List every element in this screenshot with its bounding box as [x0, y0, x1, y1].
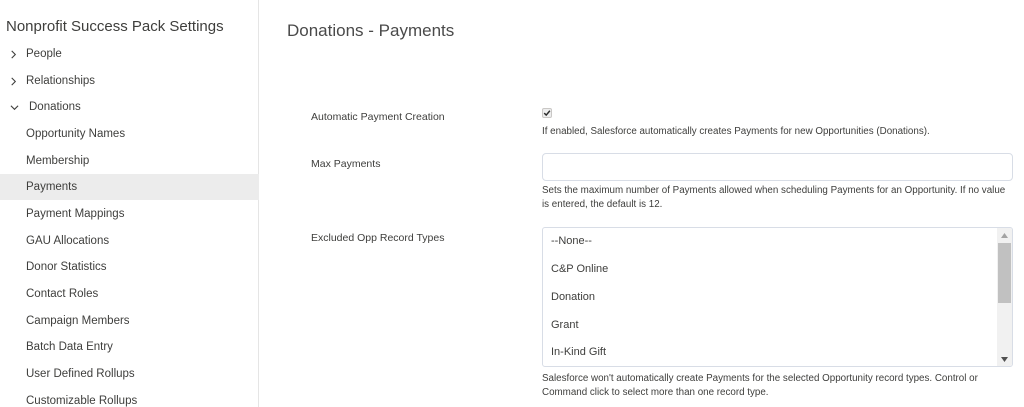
- excluded-opp-record-types-help: Salesforce won't automatically create Payments for the selected Opportunity record types. Control or Command click to select more than one record type.: [542, 373, 978, 398]
- sidebar-item-label: Batch Data Entry: [26, 341, 113, 353]
- listbox-option-cp-online[interactable]: C&P Online: [551, 263, 609, 275]
- sidebar-item-donor-statistics[interactable]: [0, 254, 259, 280]
- sidebar-item-membership[interactable]: [0, 148, 259, 174]
- sidebar-item-user-defined-rollups[interactable]: [0, 361, 259, 387]
- sidebar-item-campaign-members[interactable]: [0, 308, 259, 334]
- chevron-right-icon: [8, 49, 18, 59]
- chevron-right-icon: [8, 76, 18, 86]
- sidebar-item-opportunity-names[interactable]: [0, 121, 259, 147]
- sidebar-item-contact-roles[interactable]: [0, 281, 259, 307]
- chevron-down-icon: [9, 102, 19, 112]
- sidebar-item-label: Donor Statistics: [26, 261, 107, 273]
- listbox-option-donation[interactable]: Donation: [551, 291, 596, 303]
- sidebar-item-label: User Defined Rollups: [26, 368, 135, 380]
- sidebar-item-payments[interactable]: [0, 174, 259, 200]
- listbox-option-grant[interactable]: Grant: [551, 319, 579, 331]
- sidebar-item-label: Opportunity Names: [26, 128, 126, 140]
- max-payments-input[interactable]: [542, 153, 1013, 181]
- settings-main-panel: [260, 0, 1024, 407]
- sidebar-item-label: Campaign Members: [26, 315, 130, 327]
- automatic-payment-creation-checkbox[interactable]: [542, 108, 552, 118]
- sidebar-item-label: Membership: [26, 155, 90, 167]
- listbox-option-in-kind-gift[interactable]: In-Kind Gift: [551, 346, 607, 358]
- sidebar-item-label: Relationships: [26, 75, 96, 87]
- sidebar-item-label: Payment Mappings: [26, 208, 125, 220]
- excluded-opp-record-types-label: Excluded Opp Record Types: [311, 232, 445, 244]
- sidebar-title: Nonprofit Success Pack Settings: [6, 18, 224, 35]
- sidebar-item-relationships[interactable]: [0, 68, 259, 94]
- sidebar-item-label: GAU Allocations: [26, 235, 110, 247]
- scroll-down-arrow-icon[interactable]: [997, 352, 1012, 366]
- scroll-thumb[interactable]: [998, 243, 1011, 303]
- scroll-up-arrow-icon[interactable]: [997, 228, 1012, 242]
- listbox-option-none[interactable]: --None--: [551, 235, 592, 247]
- sidebar-item-donations[interactable]: [0, 94, 259, 120]
- sidebar-item-customizable-rollups[interactable]: [0, 388, 259, 407]
- sidebar-item-label: People: [26, 48, 62, 60]
- checkmark-icon: [543, 109, 551, 117]
- page-title: Donations - Payments: [287, 21, 455, 40]
- listbox-scrollbar[interactable]: [997, 228, 1012, 366]
- sidebar-item-label: Payments: [26, 181, 78, 193]
- sidebar-item-payment-mappings[interactable]: [0, 201, 259, 227]
- sidebar-item-people[interactable]: [0, 41, 259, 67]
- sidebar-item-label: Donations: [29, 101, 81, 113]
- max-payments-label: Max Payments: [311, 158, 381, 170]
- excluded-opp-record-types-listbox[interactable]: [542, 227, 1013, 367]
- sidebar-item-gau-allocations[interactable]: [0, 228, 259, 254]
- sidebar-item-batch-data-entry[interactable]: [0, 334, 259, 360]
- sidebar-item-label: Contact Roles: [26, 288, 99, 300]
- automatic-payment-creation-label: Automatic Payment Creation: [311, 111, 445, 123]
- automatic-payment-creation-help: If enabled, Salesforce automatically creates Payments for new Opportunities (Donations).: [542, 126, 930, 137]
- settings-sidebar: [0, 0, 259, 407]
- max-payments-help: Sets the maximum number of Payments allowed when scheduling Payments for an Opportunity. If no value is entered, the default is 12.: [542, 185, 1006, 210]
- sidebar-item-label: Customizable Rollups: [26, 395, 138, 407]
